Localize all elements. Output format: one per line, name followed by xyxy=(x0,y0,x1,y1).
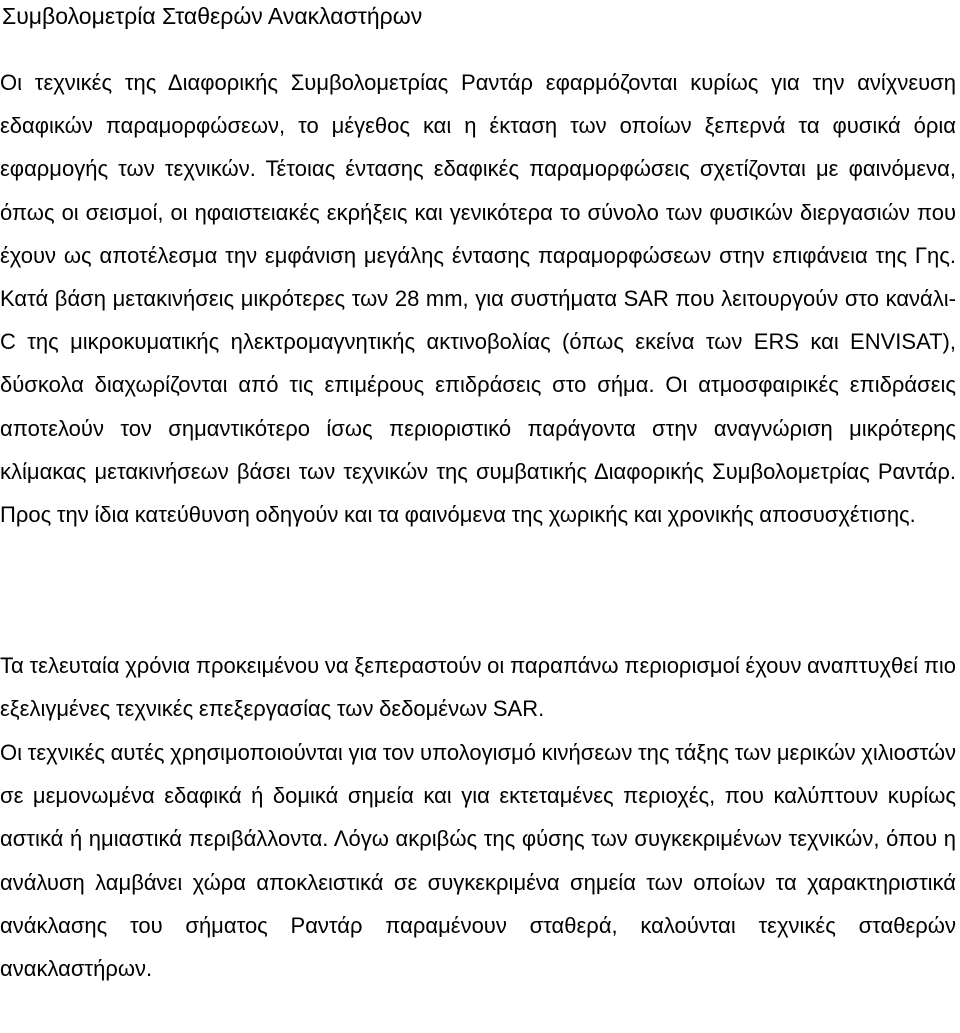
paragraph-advanced-techniques: Τα τελευταία χρόνια προκειμένου να ξεπεραστούν οι παραπάνω περιορισμοί έχουν αναπτυχθεί πιο εξελιγμένες τεχνικές επεξεργασίας των δεδομένων SAR. xyxy=(0,653,956,722)
page-title: Συμβολομετρία Σταθερών Ανακλαστήρων xyxy=(2,3,423,29)
paragraph-persistent-scatterers: Οι τεχνικές αυτές χρησιμοποιούνται για τον υπολογισμό κινήσεων της τάξης των μερικών χιλιοστών σε μεμονωμένα εδαφικά ή δομικά σημεία και για εκτεταμένες περιοχές, που καλύπτουν κυρίως αστικά ή ημιαστικά περιβάλλοντα. Λόγω ακριβώς της φύσης των συγκεκριμένων τεχνικών, όπου η ανάλυση λαμβάνει χώρα αποκλειστικά σε συγκεκριμένα σημεία των οποίων τα χαρακτηριστικά ανάκλασης του σήματος Ραντάρ παραμένουν σταθερά, καλούνται τεχνικές σταθερών ανακλαστήρων. xyxy=(0,740,956,982)
paragraph-limitations: Οι τεχνικές της Διαφορικής Συμβολομετρίας Ραντάρ εφαρμόζονται κυρίως για την ανίχνευση εδαφικών παραμορφώσεων, το μέγεθος και η έκταση των οποίων ξεπερνά τα φυσικά όρια εφαρμογής των τεχνικών. Τέτοιας έντασης εδαφικές παραμορφώσεις σχετίζονται με φαινόμενα, όπως οι σεισμοί, οι ηφαιστειακές εκρήξεις και γενικότερα το σύνολο των φυσικών διεργασιών που έχουν ως αποτέλεσμα την εμφάνιση μεγάλης έντασης παραμορφώσεων στην επιφάνεια της Γης. Κατά βάση μετακινήσεις μικρότερες των 28 mm, για συστήματα SAR που λειτουργούν στο κανάλι-C της μικροκυματικής ηλεκτρομαγνητικής ακτινοβολίας (όπως εκείνα των ERS και ENVISAT), δύσκολα διαχωρίζονται από τις επιμέρους επιδράσεις στο σήμα. Οι ατμοσφαιρικές επιδράσεις αποτελούν τον σημαντικότερο ίσως περιοριστικό παράγοντα στην αναγνώριση μικρότερης κλίμακας μετακινήσεων βάσει των τεχνικών της συμβατικής Διαφορικής Συμβολομετρίας Ραντάρ. Προς την ίδια κατεύθυνση οδηγούν και τα φαινόμενα της χωρικής και χρονικής αποσυσχέτισης. xyxy=(0,70,956,528)
